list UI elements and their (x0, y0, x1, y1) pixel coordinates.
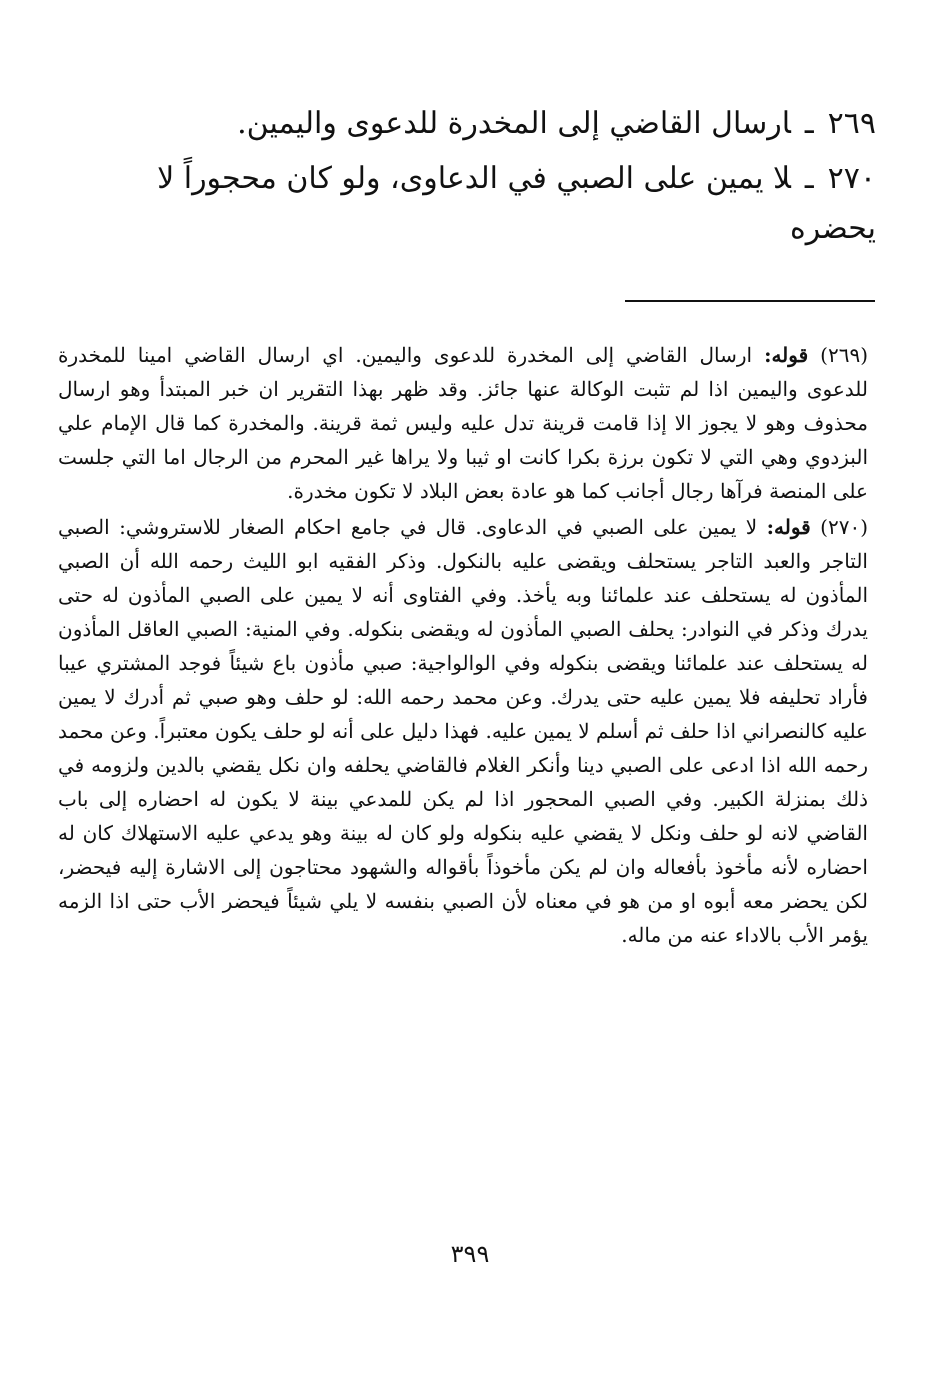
commentary-ref: (٢٦٩) (820, 343, 868, 367)
page-number: ٣٩٩ (450, 1240, 490, 1268)
rule-269 (56, 95, 876, 153)
rule-270-continuation: يحضره (789, 211, 876, 246)
commentary-ref: (٢٧٠) (820, 515, 869, 539)
rule-number: ٢٦٩ (827, 106, 876, 141)
commentary-section (58, 338, 868, 954)
commentary-label: قوله: (766, 515, 811, 539)
commentary-text: ارسال القاضي إلى المخدرة للدعوى واليمين. اي ارسال القاضي امينا للمخدرة للدعوى واليمين اذا لم تثبت الوكالة عنها جائز. وقد ظهر بهذا التقرير ان خبر المبتدأ وهو ارسال محذوف وهو لا يجوز الا إذا قامت قرينة تدل عليه وليس ثمة قرينة. والمخدرة كما قال الإمام علي البزدوي وهي التي لا تكون برزة بكرا كانت او ثيبا ولا يراها غير المحرم من الرجال اما التي جلست على المنصة فرآها رجال أجانب كما هو عادة بعض البلاد لا تكون مخدرة. (58, 343, 868, 503)
commentary-paragraph-269 (58, 338, 868, 508)
commentary-text: لا يمين على الصبي في الدعاوى. قال في جامع احكام الصغار للاستروشي: الصبي التاجر والعبد التاجر يستحلف ويقضى عليه بالنكول. وذكر الفقيه ابو الليث رحمه الله أن الصبي المأذون له يستحلف عند علمائنا وبه يأخذ. وفي الفتاوى أنه لا يمين على الصبي المأذون له حتى يدرك وذكر في النوادر: يحلف الصبي المأذون له ويقضى بنكوله. وفي المنية: الصبي العاقل المأذون له يستحلف عند علمائنا ويقضى بنكوله وفي الوالواجية: صبي مأذون باع شيئاً فوجد المشتري عيبا فأراد تحليفه فلا يمين عليه حتى يدرك. وعن محمد رحمه الله: لو حلف وهو صبي ثم أدرك لا يمين عليه كالنصراني اذا حلف ثم أسلم لا يمين عليه. فهذا دليل على أنه لو حلف يكون معتبراً. وعن محمد رحمه الله اذا ادعى على الصبي دينا وأنكر الغلام فالقاضي يحلفه وان نكل يقضي بالدين ولزومه في ذلك بمنزلة الكبير. وفي الصبي المحجور اذا لم يكن للمدعي بينة لا يكون له احضاره إلى باب القاضي لانه لو حلف ونكل لا يقضي عليه بنكوله ولو كان له بينة وهو يدعي عليه الاستهلاك كان له احضاره لأنه مأخوذ بأفعاله وان لم يكن مأخوذاً بأقواله والشهود محتاجون إلى الاشارة إليه فيحضر، لكن يحضر معه أبوه او من هو في معناه لأن الصبي بنفسه لا يلي شيئاً فيحضر الأب حتى اذا الزمه يؤمر الأب بالاداء عنه من ماله. (58, 515, 868, 947)
rule-270 (56, 150, 876, 208)
rule-text: ارسال القاضي إلى المخدرة للدعوى واليمين. (237, 106, 791, 141)
commentary-label: قوله: (764, 343, 809, 367)
rule-dash: ـ (804, 161, 814, 196)
rule-dash: ـ (804, 106, 814, 141)
rule-number: ٢٧٠ (827, 161, 876, 196)
rule-text: لا يمين على الصبي في الدعاوى، ولو كان محجوراً لا (157, 161, 791, 196)
commentary-paragraph-270 (58, 510, 868, 952)
separator-line (625, 300, 875, 302)
